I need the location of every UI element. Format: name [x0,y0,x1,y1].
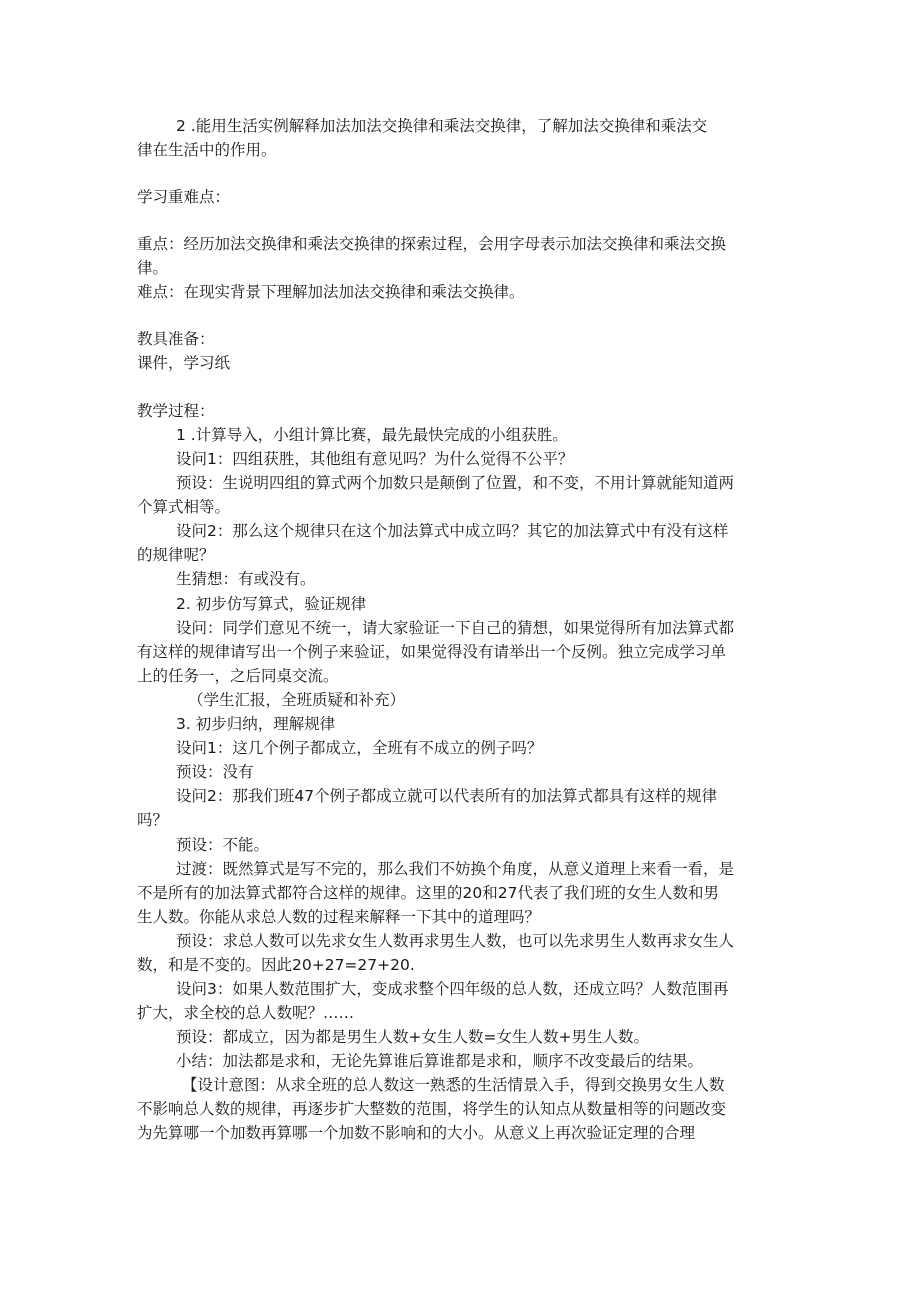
step-3-preset-2: 预设：不能。 [176,836,270,854]
section-heading-materials: 教具准备： [137,330,215,348]
question-1: 设问1：四组获胜，其他组有意见吗？为什么觉得不公平？ [176,450,574,468]
section-heading-key-points: 学习重难点： [137,188,231,206]
step-2-question-cont: 有这样的规律请写出一个例子来验证，如果觉得没有请举出一个反例。独立完成学习单 [137,643,727,661]
transition-line-cont-2: 生人数。你能从求总人数的过程来解释一下其中的道理吗？ [137,908,541,926]
step-3-question-1: 设问1：这几个例子都成立，全班有不成立的例子吗？ [176,739,543,757]
step-3-preset-3-cont: 数，和是不变的。因此20+27=27+20. [137,956,415,974]
question-2: 设问2：那么这个规律只在这个加法算式中成立吗？其它的加法算式中有没有这样 [176,522,729,540]
step-3-preset-3: 预设：求总人数可以先求女生人数再求男生人数，也可以先求男生人数再求女生人 [176,932,735,950]
preset-line-cont: 个算式相等。 [137,498,231,516]
key-point-line: 重点：经历加法交换律和乘法交换律的探索过程，会用字母表示加法交换律和乘法交换 [137,235,727,253]
transition-line: 过渡：既然算式是写不完的，那么我们不妨换个角度，从意义道理上来看一看，是 [176,860,735,878]
step-2-question: 设问：同学们意见不统一，请大家验证一下自己的猜想，如果觉得所有加法算式都 [176,619,735,637]
student-guess: 生猜想：有或没有。 [176,570,316,588]
step-3-question-2-cont: 吗？ [137,811,169,829]
difficult-point-line: 难点：在现实背景下理解加法加法交换律和乘法交换律。 [137,283,525,301]
design-intent: 【设计意图：从求全班的总人数这一熟悉的生活情景入手，得到交换男女生人数 [182,1076,725,1094]
student-report: （学生汇报，全班质疑和补充） [188,691,406,709]
step-3-question-3: 设问3：如果人数范围扩大，变成求整个四年级的总人数，还成立吗？人数范围再 [176,980,729,998]
step-1-heading: 1 .计算导入，小组计算比赛，最先最快完成的小组获胜。 [176,426,568,444]
step-3-question-3-cont: 扩大，求全校的总人数呢？…… [137,1004,355,1022]
step-3-question-2: 设问2：那我们班47个例子都成立就可以代表所有的加法算式都具有这样的规律 [176,787,718,805]
step-2-heading: 2. 初步仿写算式，验证规律 [176,595,367,613]
design-intent-cont: 不影响总人数的规律，再逐步扩大整数的范围，将学生的认知点从数量相等的问题改变 [137,1100,727,1118]
transition-line-cont: 不是所有的加法算式都符合这样的规律。这里的20和27代表了我们班的女生人数和男 [137,884,719,902]
goal-item-2: 2 .能用生活实例解释加法加法交换律和乘法交换律，了解加法交换律和乘法交 [176,117,708,135]
section-heading-process: 教学过程： [137,402,215,420]
materials-line: 课件，学习纸 [137,354,231,372]
step-3-preset-4: 预设：都成立，因为都是男生人数+女生人数=女生人数+男生人数。 [176,1028,649,1046]
key-point-line-cont: 律。 [137,259,169,277]
step-3-preset-1: 预设：没有 [176,763,254,781]
design-intent-cont-2: 为先算哪一个加数再算哪一个加数不影响和的大小。从意义上再次验证定理的合理 [137,1124,696,1142]
preset-line: 预设：生说明四组的算式两个加数只是颠倒了位置，和不变，不用计算就能知道两 [176,474,735,492]
summary-line: 小结：加法都是求和，无论先算谁后算谁都是求和，顺序不改变最后的结果。 [176,1052,704,1070]
step-3-heading: 3. 初步归纳，理解规律 [176,715,336,733]
goal-item-2-cont: 律在生活中的作用。 [137,141,277,159]
step-2-question-cont-2: 上的任务一，之后同桌交流。 [137,667,339,685]
question-2-cont: 的规律呢？ [137,546,215,564]
